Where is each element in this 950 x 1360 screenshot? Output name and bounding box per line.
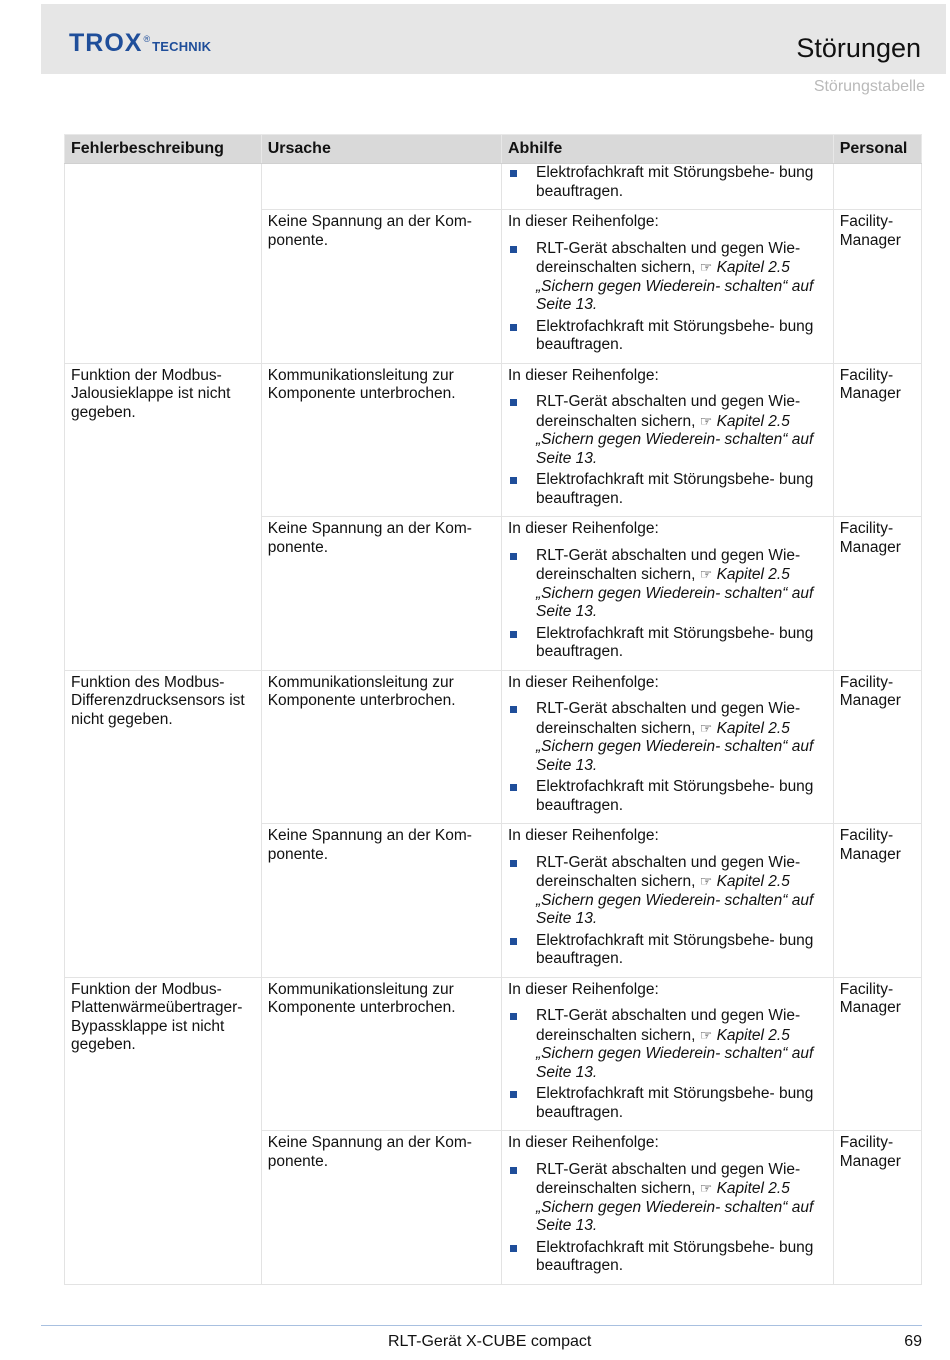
square-bullet-icon [510, 477, 517, 484]
square-bullet-icon [510, 553, 517, 560]
staff-text: Facility- Manager [839, 213, 901, 249]
fault-cell [65, 210, 262, 364]
remedy-intro: In dieser Reihenfolge: [508, 1134, 659, 1151]
cause-text: Kommunikationsleitung zur Komponente unterbrochen. [267, 673, 456, 709]
square-bullet-icon [510, 399, 517, 406]
square-bullet-icon [510, 938, 517, 945]
square-bullet-icon [510, 784, 517, 791]
remedy-cell [502, 517, 834, 671]
staff-text: Facility- Manager [839, 520, 901, 556]
trox-logo [69, 31, 211, 61]
step-text: RLT-Gerät abschalten und gegen Wie- dereinschalten sichern, [536, 239, 801, 276]
remedy-intro: In dieser Reihenfolge: [508, 213, 659, 230]
remedy-step [508, 318, 827, 355]
fault-cell [65, 824, 262, 978]
table-row [65, 363, 922, 517]
square-bullet-icon [510, 1091, 517, 1098]
reference-hand-icon: ☞ [699, 412, 713, 429]
header-cause: Ursache [261, 135, 501, 164]
fault-cell [65, 517, 262, 671]
remedy-intro: In dieser Reihenfolge: [508, 520, 659, 537]
fault-cell [65, 164, 262, 210]
chapter-reference-link[interactable]: Kapitel 2.5 „Sichern gegen Wiederein- schalten“ auf Seite 13. [536, 719, 814, 774]
footer-document-title: RLT-Gerät X-CUBE compact [388, 1333, 592, 1350]
cause-text: Keine Spannung an der Kom- ponente. [267, 213, 472, 249]
square-bullet-icon [510, 706, 517, 713]
reference-hand-icon: ☞ [699, 259, 713, 275]
remedy-step [508, 778, 827, 815]
logo-subtitle: TECHNIK [152, 39, 212, 54]
remedy-step [508, 854, 827, 929]
section-subtitle: Störungstabelle [813, 78, 925, 95]
cause-cell [261, 1131, 501, 1285]
logo-wordmark: TROX [69, 29, 143, 57]
staff-cell [833, 670, 921, 824]
square-bullet-icon [510, 324, 517, 331]
remedy-step [508, 932, 827, 969]
cause-text: Kommunikationsleitung zur Komponente unterbrochen. [267, 366, 456, 402]
table-header-row [65, 135, 922, 164]
remedy-cell [502, 164, 834, 210]
chapter-reference-link[interactable]: Kapitel 2.5 „Sichern gegen Wiederein- schalten“ auf Seite 13. [536, 259, 814, 313]
chapter-reference-link[interactable]: Kapitel 2.5 „Sichern gegen Wiederein- schalten“ auf Seite 13. [536, 1026, 814, 1081]
step-text: RLT-Gerät abschalten und gegen Wie- dereinschalten sichern, [536, 546, 801, 583]
remedy-step [508, 700, 827, 775]
remedy-step [508, 1007, 827, 1082]
chapter-reference-link[interactable]: Kapitel 2.5 „Sichern gegen Wiederein- schalten“ auf Seite 13. [536, 412, 814, 467]
cause-cell [261, 363, 501, 517]
staff-text: Facility- Manager [839, 980, 901, 1016]
trouble-table [64, 134, 922, 1285]
table-row [65, 1131, 922, 1285]
staff-cell [833, 824, 921, 978]
remedy-step [508, 1085, 827, 1122]
staff-cell [833, 517, 921, 671]
logo-registered-mark: ® [143, 34, 151, 44]
staff-cell [833, 210, 921, 364]
fault-description: Funktion des Modbus- Differenzdrucksensors ist nicht gegeben. [71, 673, 245, 728]
remedy-step [508, 393, 827, 468]
remedy-cell [502, 824, 834, 978]
remedy-step [508, 1161, 827, 1236]
square-bullet-icon [510, 1167, 517, 1174]
staff-text: Facility- Manager [839, 827, 901, 863]
chapter-reference-link[interactable]: Kapitel 2.5 „Sichern gegen Wiederein- schalten“ auf Seite 13. [536, 1180, 814, 1234]
reference-hand-icon: ☞ [699, 719, 713, 736]
remedy-intro: In dieser Reihenfolge: [508, 366, 659, 384]
table-row [65, 210, 922, 364]
cause-cell [261, 210, 501, 364]
table-row-continuation [65, 164, 922, 210]
remedy-cell [502, 210, 834, 364]
square-bullet-icon [510, 1245, 517, 1252]
staff-text: Facility- Manager [839, 673, 901, 709]
header-staff: Personal [833, 135, 921, 164]
reference-hand-icon: ☞ [699, 566, 713, 582]
header-remedy: Abhilfe [502, 135, 834, 164]
step-text: RLT-Gerät abschalten und gegen Wie- dereinschalten sichern, [536, 393, 801, 430]
staff-text: Facility- Manager [839, 366, 901, 402]
table-row [65, 670, 922, 824]
chapter-reference-link[interactable]: Kapitel 2.5 „Sichern gegen Wiederein- schalten“ auf Seite 13. [536, 566, 814, 620]
step-text: RLT-Gerät abschalten und gegen Wie- dereinschalten sichern, [536, 1007, 801, 1044]
remedy-intro: In dieser Reihenfolge: [508, 827, 659, 844]
cause-cell [261, 824, 501, 978]
staff-cell [833, 977, 921, 1131]
fault-cell [65, 1131, 262, 1285]
remedy-intro: In dieser Reihenfolge: [508, 673, 659, 691]
remedy-step [508, 240, 827, 315]
reference-hand-icon: ☞ [699, 873, 713, 889]
fault-description: Funktion der Modbus- Jalousieklappe ist nicht gegeben. [71, 366, 231, 421]
table-row [65, 977, 922, 1131]
staff-cell [833, 164, 921, 210]
fault-cell [65, 363, 262, 517]
step-text: Elektrofachkraft mit Störungsbehe- bung beauftragen. [536, 931, 814, 967]
page-header [41, 4, 946, 74]
page-number: 69 [904, 1333, 922, 1350]
cause-text: Keine Spannung an der Kom- ponente. [267, 1134, 472, 1170]
step-text: Elektrofachkraft mit Störungsbehe- bung beauftragen. [536, 317, 814, 353]
staff-text: Facility- Manager [839, 1134, 901, 1170]
cause-text: Kommunikationsleitung zur Komponente unterbrochen. [267, 980, 456, 1016]
step-text: Elektrofachkraft mit Störungsbehe- bung beauftragen. [536, 778, 814, 814]
cause-cell [261, 164, 501, 210]
chapter-reference-link[interactable]: Kapitel 2.5 „Sichern gegen Wiederein- schalten“ auf Seite 13. [536, 873, 814, 927]
step-text: Elektrofachkraft mit Störungsbehe- bung beauftragen. [536, 1085, 814, 1121]
staff-cell [833, 1131, 921, 1285]
remedy-intro: In dieser Reihenfolge: [508, 980, 659, 998]
cause-text: Keine Spannung an der Kom- ponente. [267, 520, 472, 556]
square-bullet-icon [510, 631, 517, 638]
header-fault: Fehlerbeschreibung [65, 135, 262, 164]
fault-cell [65, 977, 262, 1131]
reference-hand-icon: ☞ [699, 1026, 713, 1043]
step-text: RLT-Gerät abschalten und gegen Wie- dereinschalten sichern, [536, 700, 801, 737]
fault-cell [65, 670, 262, 824]
remedy-cell [502, 977, 834, 1131]
step-text: Elektrofachkraft mit Störungsbehe- bung beauftragen. [536, 471, 814, 507]
remedy-cell [502, 363, 834, 517]
remedy-step [508, 625, 827, 662]
step-text: RLT-Gerät abschalten und gegen Wie- dereinschalten sichern, [536, 853, 801, 890]
cause-cell [261, 977, 501, 1131]
cause-text: Keine Spannung an der Kom- ponente. [267, 827, 472, 863]
step-text: Elektrofachkraft mit Störungsbehe- bung beauftragen. [536, 624, 814, 660]
remedy-step [508, 1239, 827, 1276]
remedy-step [508, 471, 827, 508]
table-row [65, 824, 922, 978]
square-bullet-icon [510, 170, 517, 177]
cause-cell [261, 670, 501, 824]
square-bullet-icon [510, 246, 517, 253]
remedy-cell [502, 670, 834, 824]
table-row [65, 517, 922, 671]
square-bullet-icon [510, 860, 517, 867]
remedy-step: Elektrofachkraft mit Störungsbehe- bung beauftragen. [508, 164, 827, 201]
reference-hand-icon: ☞ [699, 1180, 713, 1196]
remedy-step [508, 547, 827, 622]
step-text: Elektrofachkraft mit Störungsbehe- bung beauftragen. [536, 1238, 814, 1274]
fault-description: Funktion der Modbus- Plattenwärmeübertrager- Bypassklappe ist nicht gegeben. [71, 980, 243, 1053]
step-text: RLT-Gerät abschalten und gegen Wie- dereinschalten sichern, [536, 1160, 801, 1197]
footer-divider [41, 1325, 922, 1326]
remedy-cell [502, 1131, 834, 1285]
cause-cell [261, 517, 501, 671]
chapter-title: Störungen [796, 33, 921, 63]
square-bullet-icon [510, 1013, 517, 1020]
staff-cell [833, 363, 921, 517]
